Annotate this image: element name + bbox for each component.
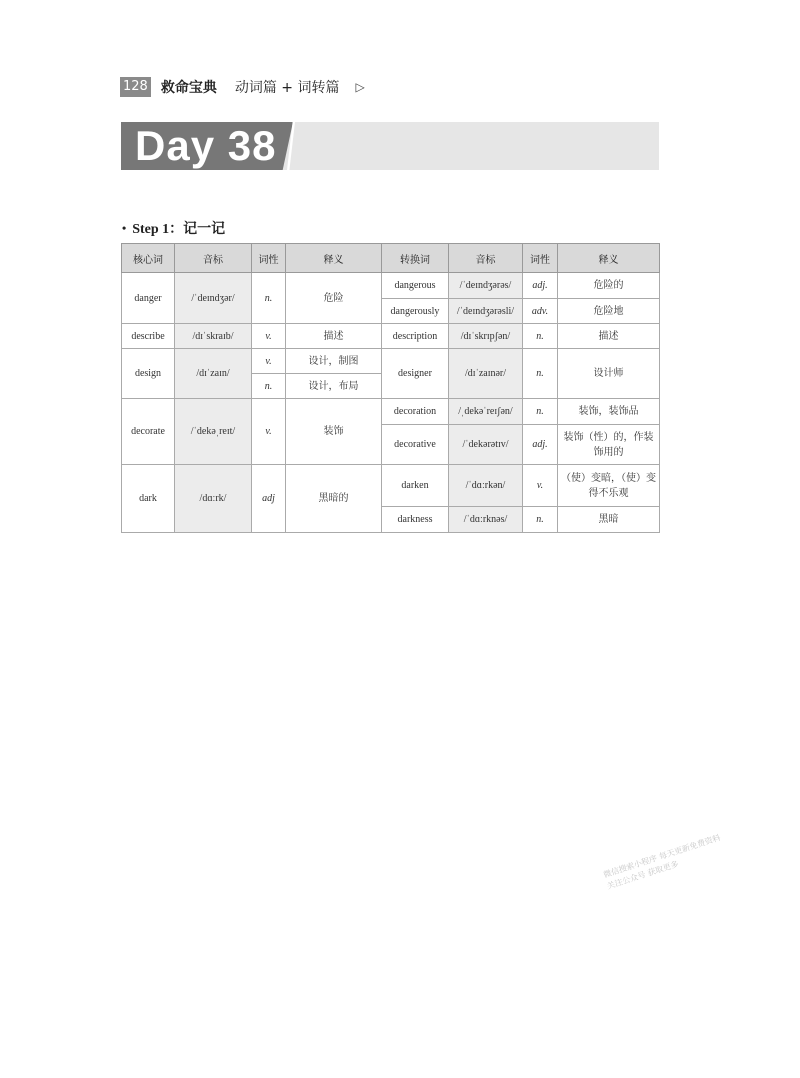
core-phonetic: /ˈdeɪndʒər/ [175,273,252,324]
derived-meaning: 装饰，装饰品 [558,399,660,425]
derived-meaning: （使）变暗，（使）变得不乐观 [558,465,660,507]
day-label: Day 38 [135,122,277,169]
table-row [122,324,660,349]
derived-pos: n. [523,507,558,533]
core-pos: adj [252,465,286,533]
derived-pos: adj. [523,425,558,465]
derived-phonetic: /ˈdeɪndʒərəsli/ [449,299,523,324]
derived-meaning: 装饰（性）的，作装饰用的 [558,425,660,465]
derived-meaning: 设计师 [558,349,660,399]
book-title: 救命宝典 [160,80,217,96]
vocabulary-table [121,243,660,533]
derived-phonetic: /ˌdekəˈreɪʃən/ [449,399,523,425]
core-word: dark [122,465,175,533]
step-heading [122,218,225,238]
derived-word: darken [382,465,449,507]
derived-pos: v. [523,465,558,507]
core-phonetic: /dɪˈzaɪn/ [175,349,252,399]
derived-word: decoration [382,399,449,425]
core-pos: v. [252,349,286,374]
core-meaning: 描述 [286,324,382,349]
core-word: danger [122,273,175,324]
core-word: decorate [122,399,175,465]
derived-phonetic: /dɪˈskrɪpʃən/ [449,324,523,349]
core-word: describe [122,324,175,349]
core-phonetic: /dɑːrk/ [175,465,252,533]
table-row [122,273,660,299]
table-row [122,399,660,425]
running-header [120,76,365,98]
header-core-pos: 词性 [252,244,286,273]
table-row [122,465,660,507]
core-meaning: 黑暗的 [286,465,382,533]
header-derived-word: 转换词 [382,244,449,273]
derived-word: description [382,324,449,349]
core-pos: n. [252,273,286,324]
bullet-icon: • [122,220,127,235]
derived-pos: n. [523,399,558,425]
derived-meaning: 描述 [558,324,660,349]
core-pos: n. [252,374,286,399]
step-label: Step 1：记一记 [132,222,226,237]
play-arrow-icon: ▷ [355,80,365,94]
header-derived-phonetic: 音标 [449,244,523,273]
table-header-row [122,244,660,273]
derived-word: dangerous [382,273,449,299]
watermark: 微信搜索小程序 每天更新免费资料 关注公众号 获取更多 [602,833,722,891]
header-derived-meaning: 释义 [558,244,660,273]
derived-phonetic: /ˈdɑːrknəs/ [449,507,523,533]
derived-pos: adv. [523,299,558,324]
table-row [122,349,660,374]
derived-phonetic: /dɪˈzaɪnər/ [449,349,523,399]
derived-pos: n. [523,349,558,399]
core-pos: v. [252,399,286,465]
core-phonetic: /dɪˈskraɪb/ [175,324,252,349]
core-phonetic: /ˈdekəˌreɪt/ [175,399,252,465]
derived-pos: adj. [523,273,558,299]
derived-word: darkness [382,507,449,533]
derived-meaning: 危险的 [558,273,660,299]
header-core-word: 核心词 [122,244,175,273]
derived-word: dangerously [382,299,449,324]
header-core-meaning: 释义 [286,244,382,273]
derived-pos: n. [523,324,558,349]
core-word: design [122,349,175,399]
core-meaning: 装饰 [286,399,382,465]
derived-phonetic: /ˈdeɪndʒərəs/ [449,273,523,299]
derived-word: decorative [382,425,449,465]
core-pos: v. [252,324,286,349]
core-meaning: 危险 [286,273,382,324]
derived-meaning: 危险地 [558,299,660,324]
header-core-phonetic: 音标 [175,244,252,273]
derived-meaning: 黑暗 [558,507,660,533]
header-derived-pos: 词性 [523,244,558,273]
page-number: 128 [120,77,151,97]
derived-phonetic: /ˈdekərətɪv/ [449,425,523,465]
derived-word: designer [382,349,449,399]
derived-phonetic: /ˈdɑːrkən/ [449,465,523,507]
day-banner [121,122,659,170]
section-title: 动词篇 + 词转篇 [234,80,340,96]
core-meaning: 设计，布局 [286,374,382,399]
core-meaning: 设计，制图 [286,349,382,374]
